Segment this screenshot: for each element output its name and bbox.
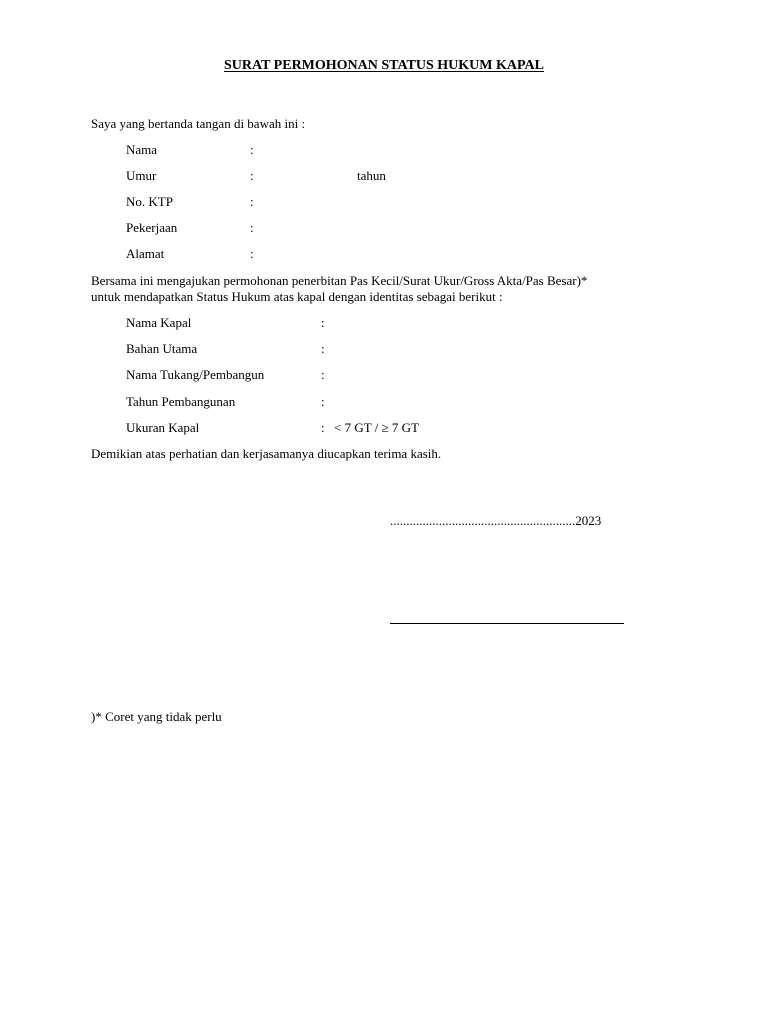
field-colon-pekerjaan: : (250, 220, 254, 235)
field-colon-nama-kapal: : (321, 315, 325, 330)
field-colon-umur: : (250, 168, 254, 183)
closing-text: Demikian atas perhatian dan kerjasamanya diucapkan terima kasih. (91, 446, 442, 461)
field-label-bahan-utama: Bahan Utama (126, 341, 198, 356)
field-label-no-ktp: No. KTP (126, 194, 173, 209)
field-colon-nama: : (250, 142, 254, 157)
field-label-nama-kapal: Nama Kapal (126, 315, 192, 330)
field-label-ukuran-kapal: Ukuran Kapal (126, 420, 200, 435)
request-paragraph-line-1: Bersama ini mengajukan permohonan penerbitan Pas Kecil/Surat Ukur/Gross Akta/Pas Besar)* (91, 273, 588, 288)
field-label-pekerjaan: Pekerjaan (126, 220, 178, 235)
field-label-umur: Umur (126, 168, 157, 183)
footnote: )* Coret yang tidak perlu (91, 709, 222, 724)
field-colon-bahan-utama: : (321, 341, 325, 356)
signature-line (390, 623, 624, 624)
date-line: .........................................................2023 (390, 513, 602, 528)
intro-text: Saya yang bertanda tangan di bawah ini : (91, 116, 306, 131)
field-label-nama: Nama (126, 142, 158, 157)
field-colon-no-ktp: : (250, 194, 254, 209)
field-label-nama-tukang: Nama Tukang/Pembangun (126, 367, 265, 382)
document-title: SURAT PERMOHONAN STATUS HUKUM KAPAL (224, 58, 544, 73)
field-value-ukuran-kapal: < 7 GT / ≥ 7 GT (334, 420, 420, 435)
field-label-tahun-pembangunan: Tahun Pembangunan (126, 394, 236, 409)
field-colon-alamat: : (250, 246, 254, 261)
request-paragraph-line-2: untuk mendapatkan Status Hukum atas kapal dengan identitas sebagai berikut : (91, 289, 503, 304)
field-suffix-tahun: tahun (357, 168, 386, 183)
field-colon-ukuran-kapal: : (321, 420, 325, 435)
field-colon-nama-tukang: : (321, 367, 325, 382)
field-label-alamat: Alamat (126, 246, 165, 261)
field-colon-tahun-pembangunan: : (321, 394, 325, 409)
